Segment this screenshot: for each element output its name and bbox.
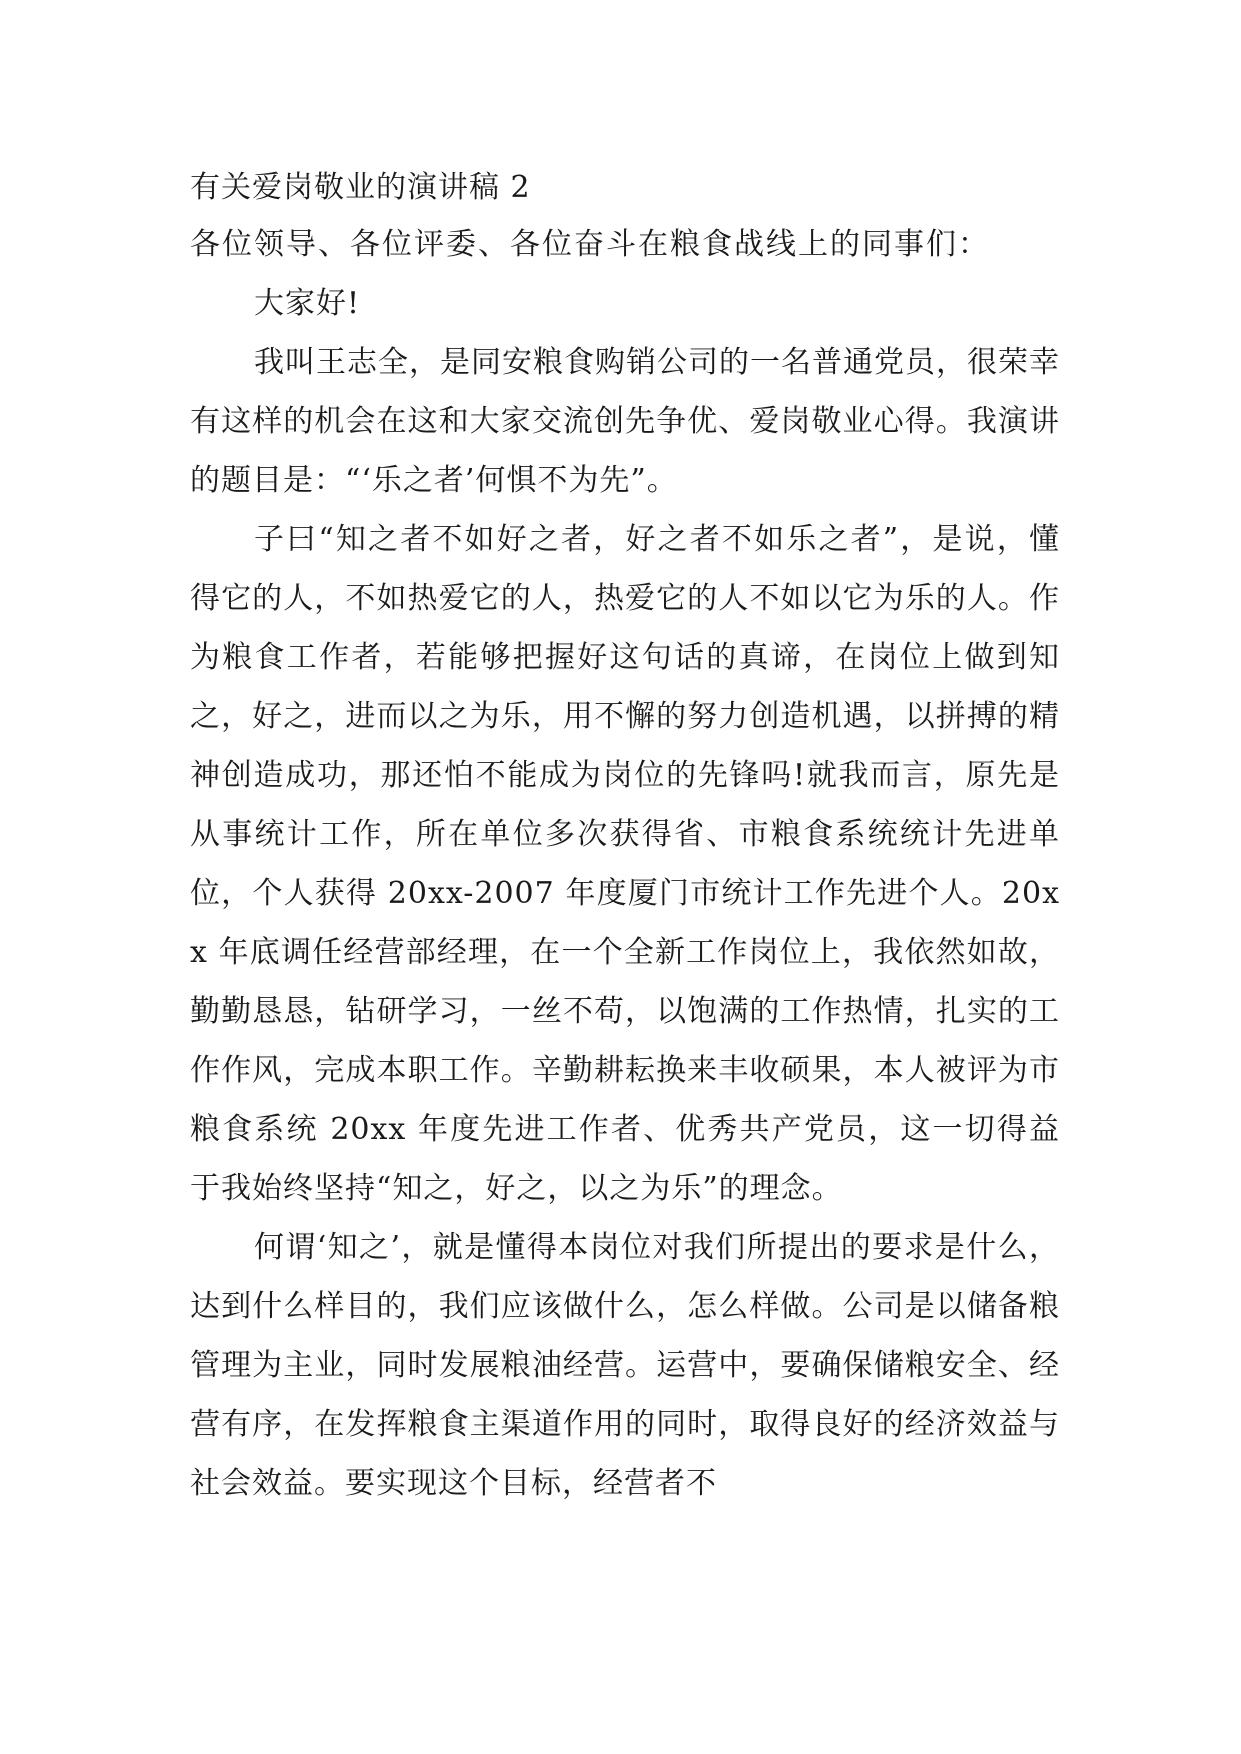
paragraph-greeting: 大家好!: [254, 286, 361, 321]
paragraph-introduction: 我叫王志全，是同安粮食购销公司的一名普通党员，很荣幸有这样的机会在这和大家交流创先争优、爱岗敬业心得。我演讲的题目是：“‘乐之者’何惧不为先”。: [190, 345, 1060, 498]
paragraph-knowing: 何谓‘知之’，就是懂得本岗位对我们所提出的要求是什么，达到什么样目的，我们应该做什么，怎么样做。公司是以储备粮管理为主业，同时发展粮油经营。运营中，要确保储粮安全、经营有序，在发挥粮食主渠道作用的同时，取得良好的经济效益与社会效益。要实现这个目标，经营者不: [190, 1230, 1060, 1501]
salutation: 各位领导、各位评委、各位奋斗在粮食战线上的同事们：: [190, 227, 990, 262]
document-title: 有关爱岗敬业的演讲稿 2: [190, 170, 531, 205]
document-body: [190, 160, 1060, 1513]
paragraph-confucius-quote: 子曰“知之者不如好之者，好之者不如乐之者”，是说，懂得它的人，不如热爱它的人，热爱它的人不如以它为乐的人。作为粮食工作者，若能够把握好这句话的真谛，在岗位上做到知之，好之，进而以之为乐，用不懈的努力创造机遇，以拼搏的精神创造成功，那还怕不能成为岗位的先锋吗!就我而言，原先是从事统计工作，所在单位多次获得省、市粮食系统统计先进单位，个人获得 20xx-2007 年度厦门市统计工作先进个人。20xx 年底调任经营部经理，在一个全新工作岗位上，我依然如故，勤勤恳恳，钻研学习，一丝不苟，以饱满的工作热情，扎实的工作作风，完成本职工作。辛勤耕耘换来丰收硕果，本人被评为市粮食系统 20xx 年度先进工作者、优秀共产党员，这一切得益于我始终坚持“知之，好之，以之为乐”的理念。: [190, 522, 1060, 1206]
